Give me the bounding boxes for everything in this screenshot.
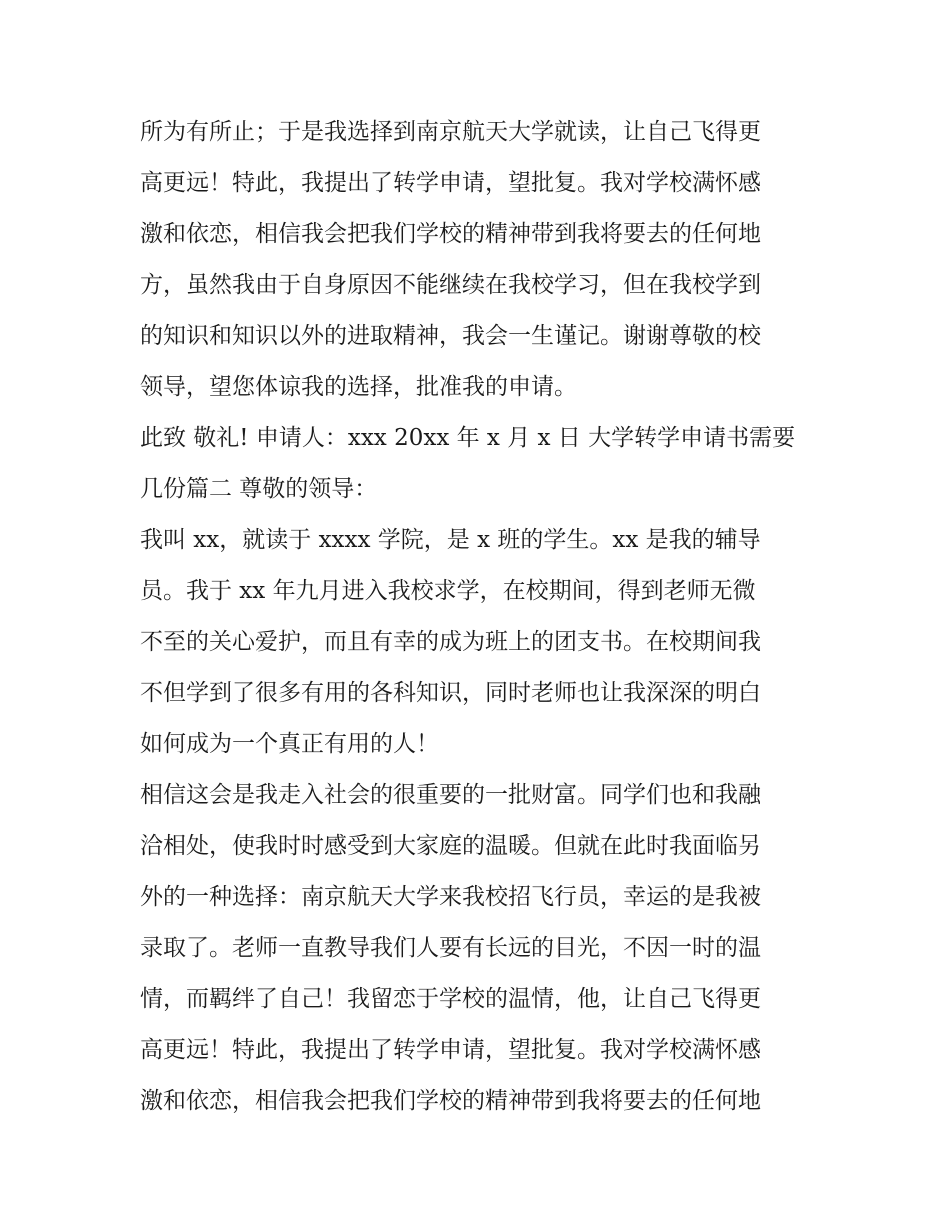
text-line: 员。我于 xx 年九月进入我校求学，在校期间，得到老师无微 <box>140 578 756 604</box>
text-line: 激和依恋，相信我会把我们学校的精神带到我将要去的任何地 <box>140 1088 761 1114</box>
text-line: 激和依恋，相信我会把我们学校的精神带到我将要去的任何地 <box>140 221 761 247</box>
text-line: 高更远！特此，我提出了转学申请，望批复。我对学校满怀感 <box>140 170 761 196</box>
text-line: 不但学到了很多有用的各科知识，同时老师也让我深深的明白 <box>140 680 761 706</box>
text-line: 录取了。老师一直教导我们人要有长远的目光，不因一时的温 <box>140 935 761 961</box>
text-line: 此致 敬礼! 申请人：xxx 20xx 年 x 月 x 日 大学转学申请书需要 <box>140 425 796 451</box>
text-line: 领导，望您体谅我的选择，批准我的申请。 <box>140 374 577 400</box>
text-line: 方，虽然我由于自身原因不能继续在我校学习，但在我校学到 <box>140 272 761 298</box>
text-line: 几份篇二 尊敬的领导： <box>140 476 378 502</box>
text-line: 洽相处，使我时时感受到大家庭的温暖。但就在此时我面临另 <box>140 833 761 859</box>
text-line: 高更远！特此，我提出了转学申请，望批复。我对学校满怀感 <box>140 1037 761 1063</box>
text-line: 情，而羁绊了自己！我留恋于学校的温情，他，让自己飞得更 <box>140 986 761 1012</box>
text-line: 不至的关心爱护，而且有幸的成为班上的团支书。在校期间我 <box>140 629 761 655</box>
text-line: 如何成为一个真正有用的人！ <box>140 731 439 757</box>
text-line: 我叫 xx，就读于 xxxx 学院，是 x 班的学生。xx 是我的辅导 <box>140 527 761 553</box>
document-body <box>140 107 820 1127</box>
text-line: 所为有所止；于是我选择到南京航天大学就读，让自己飞得更 <box>140 119 761 145</box>
text-line: 的知识和知识以外的进取精神，我会一生谨记。谢谢尊敬的校 <box>140 323 761 349</box>
text-line: 相信这会是我走入社会的很重要的一批财富。同学们也和我融 <box>140 782 761 808</box>
text-line: 外的一种选择：南京航天大学来我校招飞行员，幸运的是我被 <box>140 884 761 910</box>
